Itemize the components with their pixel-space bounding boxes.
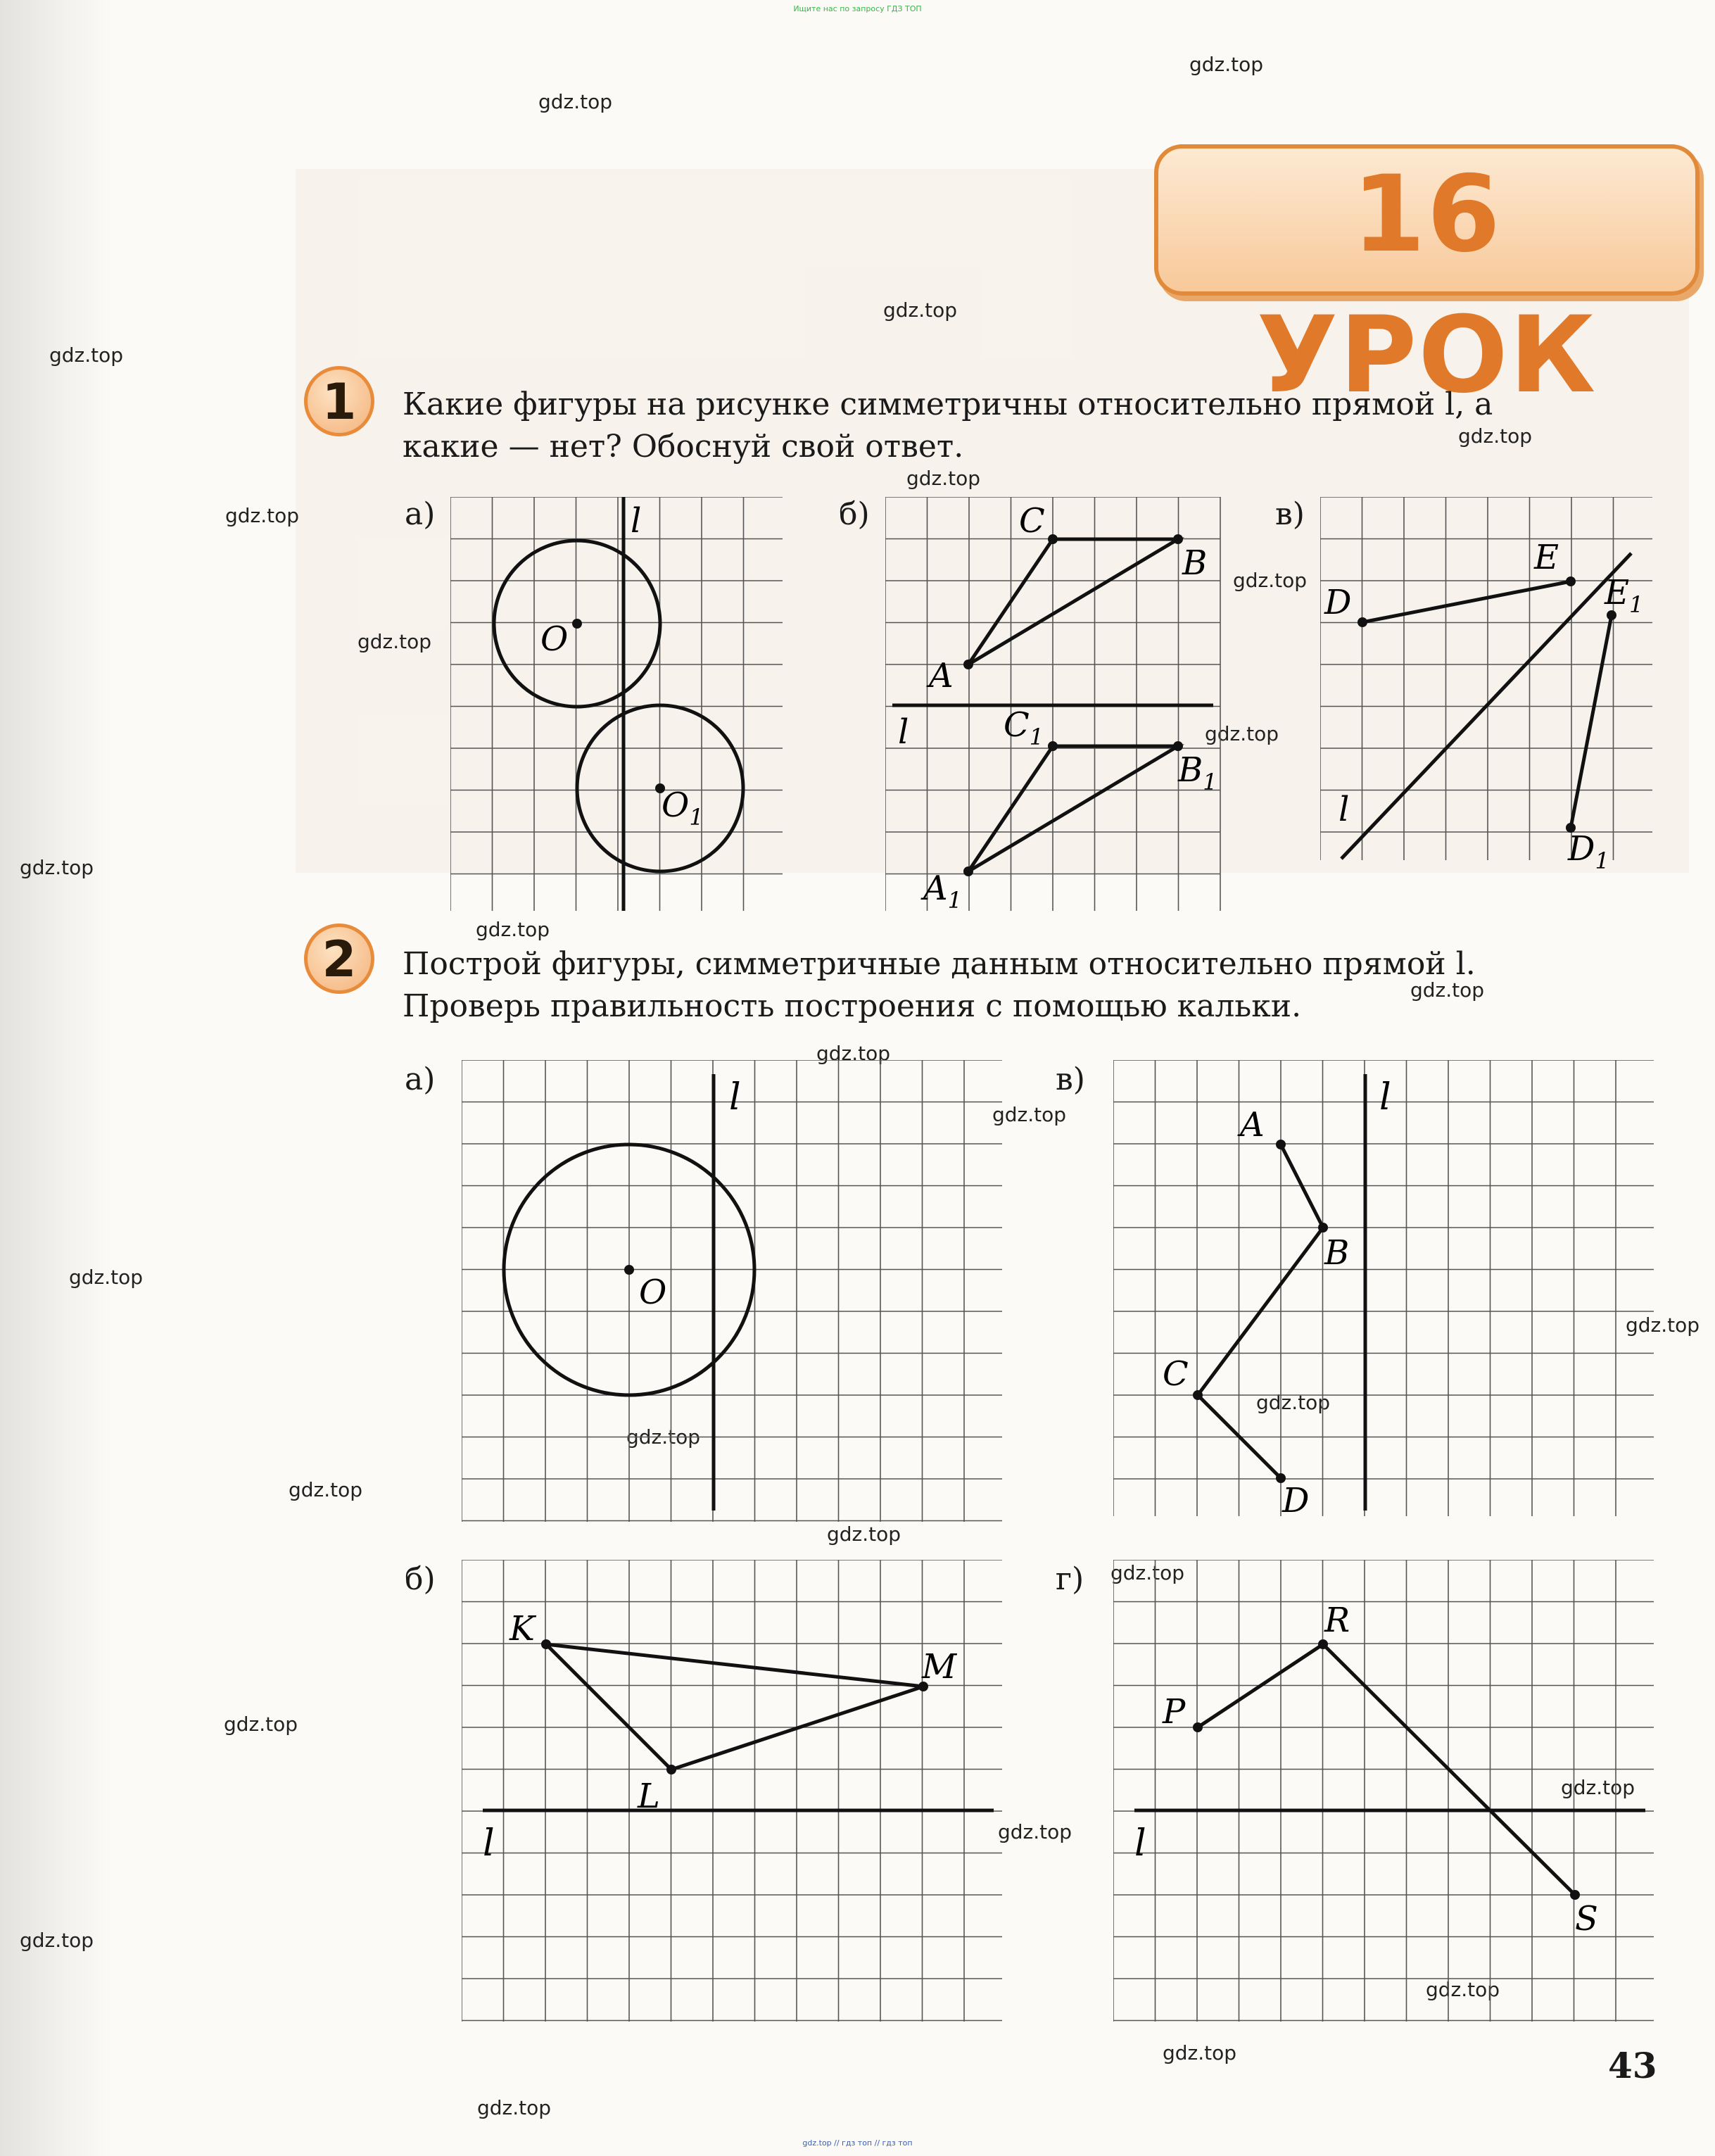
point-b <box>1318 1223 1328 1233</box>
lesson-word: УРОК <box>1256 294 1597 417</box>
label-o: O <box>639 1273 667 1312</box>
label-a1 <box>920 869 962 912</box>
watermark: gdz.top <box>289 1478 363 1501</box>
task2-text-line1: Построй фигуры, симметричные данным относительно прямой l. <box>403 946 1476 982</box>
watermark: gdz.top <box>357 630 432 653</box>
label-r: R <box>1324 1601 1350 1640</box>
label-b: B <box>1182 543 1208 583</box>
watermark: gdz.top <box>992 1103 1067 1126</box>
label-c1-sub: 1 <box>1029 724 1044 750</box>
label-e1-sub: 1 <box>1629 591 1644 618</box>
label-a1-letter: A <box>923 869 948 908</box>
label-l: l <box>1134 1822 1146 1865</box>
task1-part-b-label: б) <box>839 496 870 532</box>
watermark: gdz.top <box>998 1820 1072 1843</box>
watermark: gdz.top <box>1205 722 1279 745</box>
label-p: P <box>1163 1692 1186 1732</box>
task2g-grid <box>1113 1560 1659 2024</box>
task1a-grid <box>450 497 788 912</box>
watermark: gdz.top <box>1561 1776 1635 1799</box>
label-l: l <box>631 501 642 541</box>
label-d1-letter: D <box>1568 829 1595 869</box>
label-l: l <box>898 712 909 752</box>
point-o <box>572 619 582 629</box>
task2v-grid <box>1113 1060 1659 1525</box>
label-s: S <box>1575 1899 1598 1938</box>
label-d1 <box>1567 829 1609 874</box>
watermark: gdz.top <box>476 918 550 941</box>
point-p <box>1193 1722 1203 1732</box>
label-d1-sub: 1 <box>1595 847 1609 874</box>
label-l-point: L <box>638 1777 660 1816</box>
task2-part-v-label: в) <box>1056 1061 1085 1097</box>
watermark: gdz.top <box>1410 978 1485 1002</box>
task2b-grid <box>462 1560 1007 2024</box>
watermark: gdz.top <box>69 1266 144 1289</box>
label-b1-letter: B <box>1178 750 1203 790</box>
grid-lines <box>1113 1060 1654 1516</box>
grid-lines <box>1113 1560 1654 2022</box>
task1-text-line2: какие — нет? Обоснуй свой ответ. <box>403 429 964 465</box>
label-b1-sub: 1 <box>1203 769 1217 795</box>
grid-lines <box>450 497 783 911</box>
label-o: O <box>540 619 569 659</box>
label-e: E <box>1534 538 1559 577</box>
watermark: gdz.top <box>1256 1391 1331 1414</box>
task2-part-b-label: б) <box>405 1561 436 1597</box>
task1b-grid <box>885 497 1223 912</box>
label-d: D <box>1282 1481 1310 1520</box>
watermark: gdz.top <box>816 1042 891 1065</box>
point-r <box>1318 1639 1328 1649</box>
label-d: D <box>1324 583 1352 622</box>
watermark: gdz.top <box>1626 1313 1700 1337</box>
watermark: gdz.top <box>538 90 613 113</box>
grid-lines <box>462 1560 1002 2022</box>
watermark: gdz.top <box>20 856 94 879</box>
point-c <box>1048 534 1058 544</box>
segment-e1d1 <box>1571 615 1612 828</box>
watermark: gdz.top <box>224 1713 298 1736</box>
label-o1 <box>662 786 704 831</box>
label-b1 <box>1177 750 1217 795</box>
label-l: l <box>1379 1076 1391 1118</box>
point-a <box>963 660 973 669</box>
task2-text-line2: Проверь правильность построения с помощью кальки. <box>403 988 1302 1024</box>
label-m: M <box>922 1647 957 1687</box>
point-k <box>541 1639 551 1649</box>
watermark: gdz.top <box>1110 1561 1185 1584</box>
label-c1-letter: C <box>1004 705 1030 745</box>
label-a: A <box>929 656 954 695</box>
point-a <box>1276 1140 1286 1149</box>
lesson-title <box>1168 144 1685 417</box>
segment-de <box>1362 581 1571 622</box>
task1v-grid <box>1320 497 1658 912</box>
triangle-a1b1c1 <box>968 746 1178 871</box>
watermark: gdz.top <box>883 298 958 322</box>
watermark: gdz.top <box>827 1523 901 1546</box>
task2-part-g-label: г) <box>1056 1561 1084 1597</box>
point-s <box>1570 1890 1580 1900</box>
task1-number: 1 <box>304 366 374 436</box>
watermark: gdz.top <box>1233 569 1308 592</box>
label-c: C <box>1163 1354 1189 1394</box>
task2-part-a-label: а) <box>405 1061 436 1097</box>
point-a1 <box>963 866 973 876</box>
task2-number: 2 <box>304 923 374 994</box>
watermark: gdz.top <box>1189 53 1264 76</box>
page-edge-shadow <box>0 0 113 2156</box>
point-c <box>1193 1390 1203 1400</box>
task2a-grid <box>462 1060 1007 1525</box>
watermark: gdz.top <box>906 467 981 490</box>
footer-note: gdz.top // гдз топ // гдз топ <box>802 2138 913 2148</box>
label-b: B <box>1324 1233 1350 1273</box>
label-l: l <box>483 1822 495 1865</box>
watermark: gdz.top <box>626 1425 701 1449</box>
label-o1-letter: O <box>662 786 690 825</box>
point-b1 <box>1173 741 1183 751</box>
label-k: K <box>510 1609 535 1648</box>
label-c1 <box>1004 705 1044 750</box>
watermark: gdz.top <box>20 1929 94 1952</box>
label-a: A <box>1240 1105 1265 1145</box>
watermark: gdz.top <box>1163 2041 1237 2064</box>
triangle-abc <box>968 539 1178 664</box>
point-o <box>624 1265 634 1275</box>
watermark: gdz.top <box>477 2096 552 2119</box>
point-e <box>1566 576 1576 586</box>
lesson-number: 16 <box>1352 153 1502 276</box>
watermark: gdz.top <box>49 343 124 367</box>
label-a1-sub: 1 <box>947 887 963 912</box>
task1-text-line1: Какие фигуры на рисунке симметричны относительно прямой l, а <box>403 386 1493 422</box>
page-number: 43 <box>1608 2045 1657 2086</box>
watermark: gdz.top <box>1458 424 1533 448</box>
task1-part-v-label: в) <box>1275 496 1305 532</box>
point-l <box>666 1765 676 1774</box>
header-note: Ищите нас по запросу ГДЗ ТОП <box>793 4 922 13</box>
label-c: C <box>1019 501 1045 541</box>
task1-part-a-label: а) <box>405 496 436 532</box>
grid-lines <box>462 1060 1002 1522</box>
point-c1 <box>1048 741 1058 751</box>
triangle-klm <box>546 1644 923 1770</box>
watermark: gdz.top <box>1426 1978 1500 2001</box>
label-o1-sub: 1 <box>689 804 704 831</box>
label-l: l <box>1339 790 1350 829</box>
point-b <box>1173 534 1183 544</box>
label-e1-letter: E <box>1605 573 1630 612</box>
point-d <box>1358 617 1367 627</box>
label-l: l <box>729 1076 741 1118</box>
label-e1 <box>1604 573 1643 618</box>
watermark: gdz.top <box>225 504 300 527</box>
grid-lines <box>1320 497 1652 860</box>
